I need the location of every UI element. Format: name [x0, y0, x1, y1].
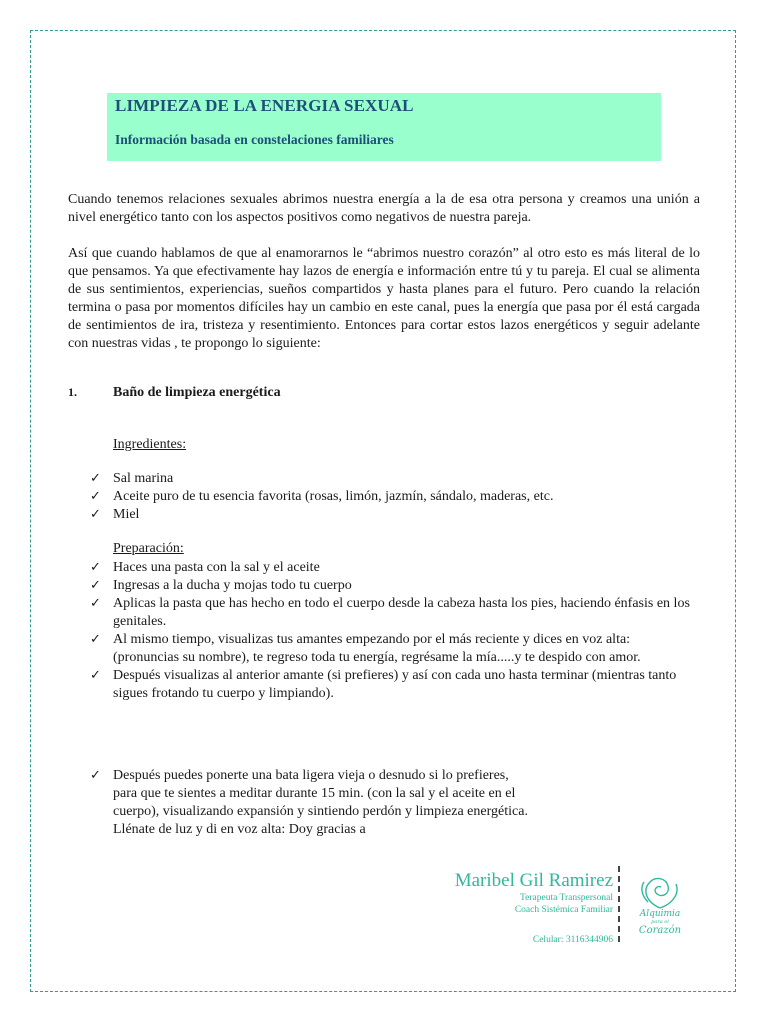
preparation-list	[90, 559, 710, 703]
check-icon: ✓	[90, 632, 101, 647]
check-icon: ✓	[90, 507, 101, 522]
intro-paragraph: Cuando tenemos relaciones sexuales abrimos nuestra energía a la de esa otra persona y creamos una unión a nivel energético tanto con los aspectos positivos como negativos de nuestra pareja.	[68, 192, 700, 225]
body-paragraph: Así que cuando hablamos de que al enamorarnos le “abrimos nuestro corazón” al otro esto es más literal de lo que pensamos. Ya que efectivamente hay lazos de energía e información entre tú y tu pareja. El cual se alimenta de sus sentimientos, experiencias, sueños compartidos y hasta planes para el futuro. Pero cuando la relación termina o pasa por momentos difíciles hay un cambio en este canal, pues la energía que pasa por él está cargada de sentimientos de ira, tristeza y resentimiento. Entonces para cortar estos lazos energéticos y seguir adelante con nuestras vidas , te propongo lo siguiente:	[68, 246, 700, 351]
check-icon: ✓	[90, 596, 101, 611]
document-subtitle: Información basada en constelaciones familiares	[115, 132, 394, 147]
check-icon: ✓	[90, 668, 101, 683]
signature-name: Maribel Gil Ramirez	[454, 870, 613, 891]
title-box	[107, 93, 661, 161]
document-title: LIMPIEZA DE LA ENERGIA SEXUAL	[115, 96, 414, 115]
alquimia-logo	[632, 872, 688, 938]
list-item: ✓ Sal marina	[90, 471, 174, 486]
preparation-heading: Preparación:	[113, 541, 184, 556]
list-item: ✓ Aplicas la pasta que has hecho en todo el cuerpo desde la cabeza hasta los pies, haciendo énfasis en los genitales.	[90, 596, 690, 629]
list-item: ✓ Aceite puro de tu esencia favorita (rosas, limón, jazmín, sándalo, maderas, etc.	[90, 489, 554, 504]
list-item: ✓ Después visualizas al anterior amante (si prefieres) y así con cada uno hasta terminar (mientras tanto sigues frotando tu cuerpo y limpiando).	[90, 668, 677, 701]
signature-block	[455, 870, 613, 945]
check-icon: ✓	[90, 471, 101, 486]
check-icon: ✓	[90, 578, 101, 593]
signature-divider	[618, 866, 620, 942]
check-icon: ✓	[90, 489, 101, 504]
ingredients-list	[90, 470, 710, 524]
logo-text: Corazón	[638, 925, 682, 936]
section-title: Baño de limpieza energética	[113, 385, 281, 400]
signature-phone: Celular: 3116344906	[532, 935, 613, 945]
list-item: ✓ Miel	[90, 507, 140, 522]
logo-text: Alquimia	[639, 909, 681, 919]
check-icon: ✓	[90, 768, 101, 783]
list-item: ✓ Después puedes ponerte una bata ligera vieja o desnudo si lo prefieres, para que te sientes a meditar durante 15 min. (con la sal y el aceite en el cuerpo), visualizando expansión y sintiendo perdón y limpieza energética. Llénate de luz y di en voz alta: Doy gracias a	[90, 768, 528, 837]
signature-role: Terapeuta Transpersonal	[520, 893, 613, 903]
extra-list	[90, 767, 530, 839]
list-item: ✓ Haces una pasta con la sal y el aceite	[90, 560, 320, 575]
section-number: 1.	[68, 385, 77, 399]
section-heading	[68, 385, 281, 401]
logo-text: para el	[651, 919, 669, 925]
signature-role: Coach Sistémica Familiar	[514, 905, 613, 915]
check-icon: ✓	[90, 560, 101, 575]
list-item: ✓ Al mismo tiempo, visualizas tus amantes empezando por el más reciente y dices en voz alta: (pronuncias su nombre), te regreso toda tu energía, regrésame la mía.....y te despido con amor.	[90, 632, 641, 665]
list-item: ✓ Ingresas a la ducha y mojas todo tu cuerpo	[90, 578, 352, 593]
ingredients-heading: Ingredientes:	[113, 437, 187, 452]
